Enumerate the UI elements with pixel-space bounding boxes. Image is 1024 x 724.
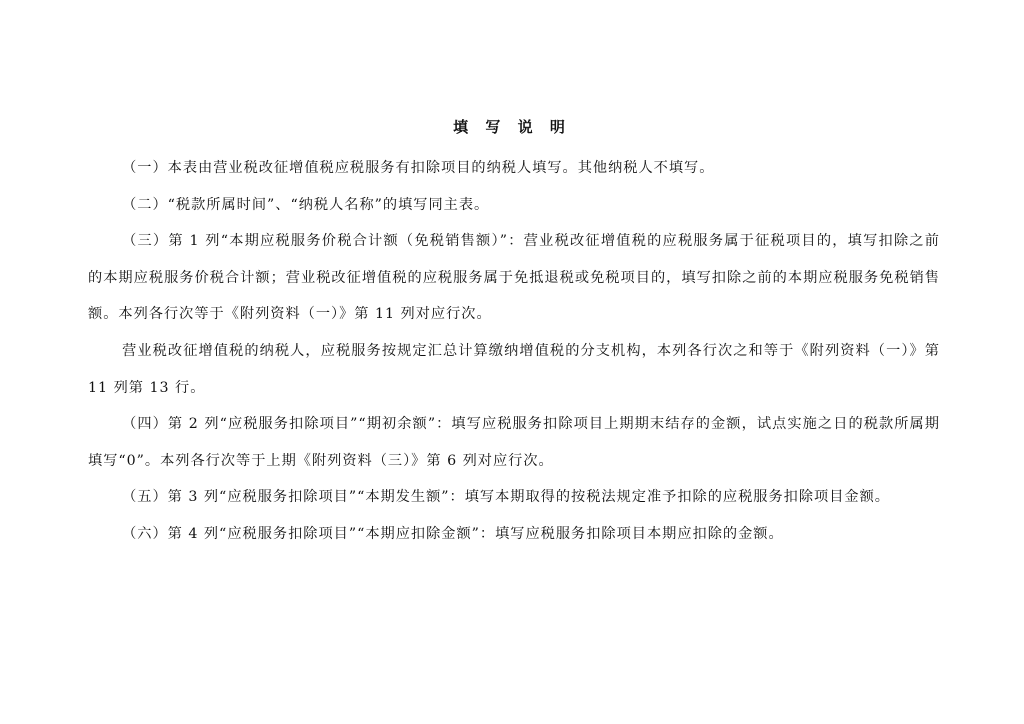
paragraph-1: （一）本表由营业税改征增值税应税服务有扣除项目的纳税人填写。其他纳税人不填写。	[122, 160, 715, 176]
paragraph-4: 营业税改征增值税的纳税人，应税服务按规定汇总计算缴纳增值税的分支机构，本列各行次之和等于《附列资料（一）》第 11 列第 13 行。	[88, 342, 940, 396]
paragraph-5: （四）第 2 列“应税服务扣除项目”“期初余额”：填写应税服务扣除项目上期期末结存的金额，试点实施之日的税款所属期填写“0”。本列各行次等于上期《附列资料（三）》第 6 列对应行次。	[88, 416, 940, 469]
instructions-body	[88, 150, 940, 553]
paragraph-3: （三）第 1 列“本期应税服务价税合计额（免税销售额）”：营业税改征增值税的应税服务属于征税项目的，填写扣除之前的本期应税服务价税合计额；营业税改征增值税的应税服务属于免抵退税或免税项目的，填写扣除之前的本期应税服务免税销售额。本列各行次等于《附列资料（一）》第 11 列对应行次。	[88, 233, 940, 323]
paragraph-2: （二）“税款所属时间”、“纳税人名称”的填写同主表。	[122, 196, 490, 213]
paragraph-6: （五）第 3 列“应税服务扣除项目”“本期发生额”：填写本期取得的按税法规定准予扣除的应税服务扣除项目金额。	[122, 489, 890, 506]
paragraph-7: （六）第 4 列“应税服务扣除项目”“本期应扣除金额”：填写应税服务扣除项目本期应扣除的金额。	[122, 525, 784, 542]
page-title: 填 写 说 明	[453, 118, 571, 136]
